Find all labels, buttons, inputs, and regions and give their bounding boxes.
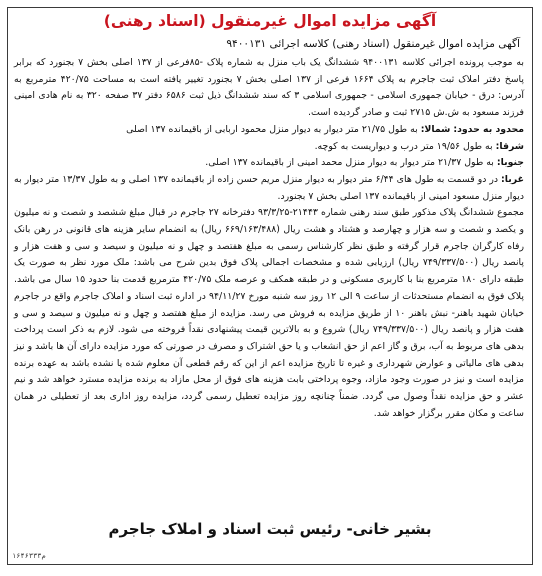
- south-label: جنوبا:: [496, 157, 524, 169]
- intro-text: به موجب پرونده اجرائی کلاسه ۹۴۰۰۱۳۱ ششدانگ یک باب منزل به شماره پلاک -۸۵فرعی از ۱۳۷ اصلی بخش ۷ بجنورد که برابر پاسخ دفتر املاک ثبت جاجرم به پلاک ۱۶۶۴ فرعی از ۱۳۷ اصلی بخش ۷ بجنورد تغییر یافته است به مساحت ۴۲۰/۷۵ مترمربع به آدرس: درق - خیابان جمهوری اسلامی - جمهوری اسلامی ۳ که سند ششدانگ ذیل ثبت ۶۵۸۶ دفتر ۳۷ صفحه ۳۲۰ به نام هادی امینی فرزند مسعود به ش.ش ۲۷۱۵ ثبت و صادر گردیده است.: [14, 57, 525, 119]
- east-text: به طول ۱۹/۵۶ متر درب و دیواریست به کوچه.: [314, 140, 493, 152]
- main-text: مجموع ششدانگ پلاک مذکور طبق سند رهنی شماره ۲۱۴۴۳-۹۳/۳/۲۵ دفترخانه ۲۷ جاجرم در قبال مبلغ ششصد و شصت و نه میلیون و یکصد و شصت و سه هزار و چهارصد و هشتاد و هشت ریال (۶۶۹/۱۶۳/۴۸۸ ریال) به انضمام سایر هزینه های قانونی در رهن بانک رفاه کارگران جاجرم قرار گرفته و طبق نظر کارشناس رسمی به مبلغ هفتصد و چهل و نه میلیون و سیصد و سی و هفت هزار و پانصد ریال (۷۴۹/۳۳۷/۵۰۰ ریال) ارزیابی شده و مشخصات اجمالی پلاک فوق بدین شرح می باشد: ملک مورد نظر به صورت یک طبقه دارای ۱۸۰ مترمربع بنا با کاربری مسکونی و در طبقه همکف و عرصه ملک ۴۲۰/۷۵ مترمربع قدمت بنا حدود ۱۵ سال می باشد. پلاک فوق به انضمام مستحدثات از ساعت ۹ الی ۱۲ روز سه شنبه مورخ ۹۴/۱۱/۲۷ در اداره ثبت اسناد و املاک جاجرم واقع در جاجرم خیابان شهید باهنر- نبش باهنر ۱۰ از طریق مزایده به فروش می رسد. مزایده از مبلغ هفتصد و چهل و نه میلیون و سیصد و سی و هفت هزار و پانصد ریال (۷۴۹/۳۳۷/۵۰۰ ریال) شروع و به بالاترین قیمت پیشنهادی نقداً فروخته می شود. لازم به ذکر است پرداخت بدهی های مربوط به آب، برق و گاز اعم از حق انشعاب و یا حق اشتراک و مصرف در صورتی که مورد مزایده دارای آن ها باشد و نیز بدهی های مالیاتی و عوارض شهرداری و غیره تا تاریخ مزایده اعم از این که رقم قطعی آن معلوم شده یا نشده باشد به عهده برنده مزایده است و نیز در صورت وجود مازاد، وجوه پرداختی بابت هزینه های فوق از محل مازاد به برنده مزایده مسترد خواهد شد و نیم عشر و حق مزایده نقداً وصول می گردد. ضمناً چنانچه روز مزایده تعطیل رسمی گردد، مزایده روز اداری بعد از تعطیلی در همان ساعت و مکان مقرر برگزار خواهد شد.: [14, 207, 525, 419]
- west-label: غربا:: [501, 173, 524, 185]
- boundaries-heading: محدود به حدود:: [453, 123, 524, 135]
- north-boundary: [14, 122, 524, 139]
- notice-code: م۱۶۴۶۳۳۳: [12, 552, 46, 560]
- notice-reference: آگهی مزایده اموال غیرمنقول (اسناد رهنی) کلاسه اجرائی ۹۴۰۰۱۳۱: [226, 38, 520, 50]
- notice-title: آگهی مزایده اموال غیرمنقول (اسناد رهنی): [103, 12, 437, 30]
- west-text: در دو قسمت به طول های ۶/۴۴ متر دیوار به دیوار منزل مریم حسن زاده از باقیمانده ۱۳۷ اصلی و به طول ۱۳/۳۷ متر دیوار به دیوار منزل مسعود امینی از باقیمانده ۱۳۷ اصلی بخش ۷ بجنورد.: [14, 173, 524, 202]
- north-text: به طول ۲۱/۷۵ متر دیوار به دیوار منزل محمود اربابی از باقیمانده ۱۳۷ اصلی: [126, 123, 418, 135]
- intro-paragraph: [14, 55, 524, 122]
- north-label: شمالا:: [420, 123, 451, 135]
- west-boundary: [14, 172, 524, 205]
- notice-frame: [7, 7, 533, 565]
- main-paragraph: [14, 205, 524, 422]
- notice-body: [14, 55, 524, 422]
- south-boundary: [14, 155, 524, 172]
- signature: بشیر خانی- رئیس ثبت اسناد و املاک جاجرم: [108, 520, 432, 538]
- east-label: شرقا:: [495, 140, 524, 152]
- south-text: به طول ۲۱/۳۷ متر دیوار به دیوار منزل محمد امینی از باقیمانده ۱۳۷ اصلی.: [205, 157, 494, 169]
- east-boundary: [14, 139, 524, 156]
